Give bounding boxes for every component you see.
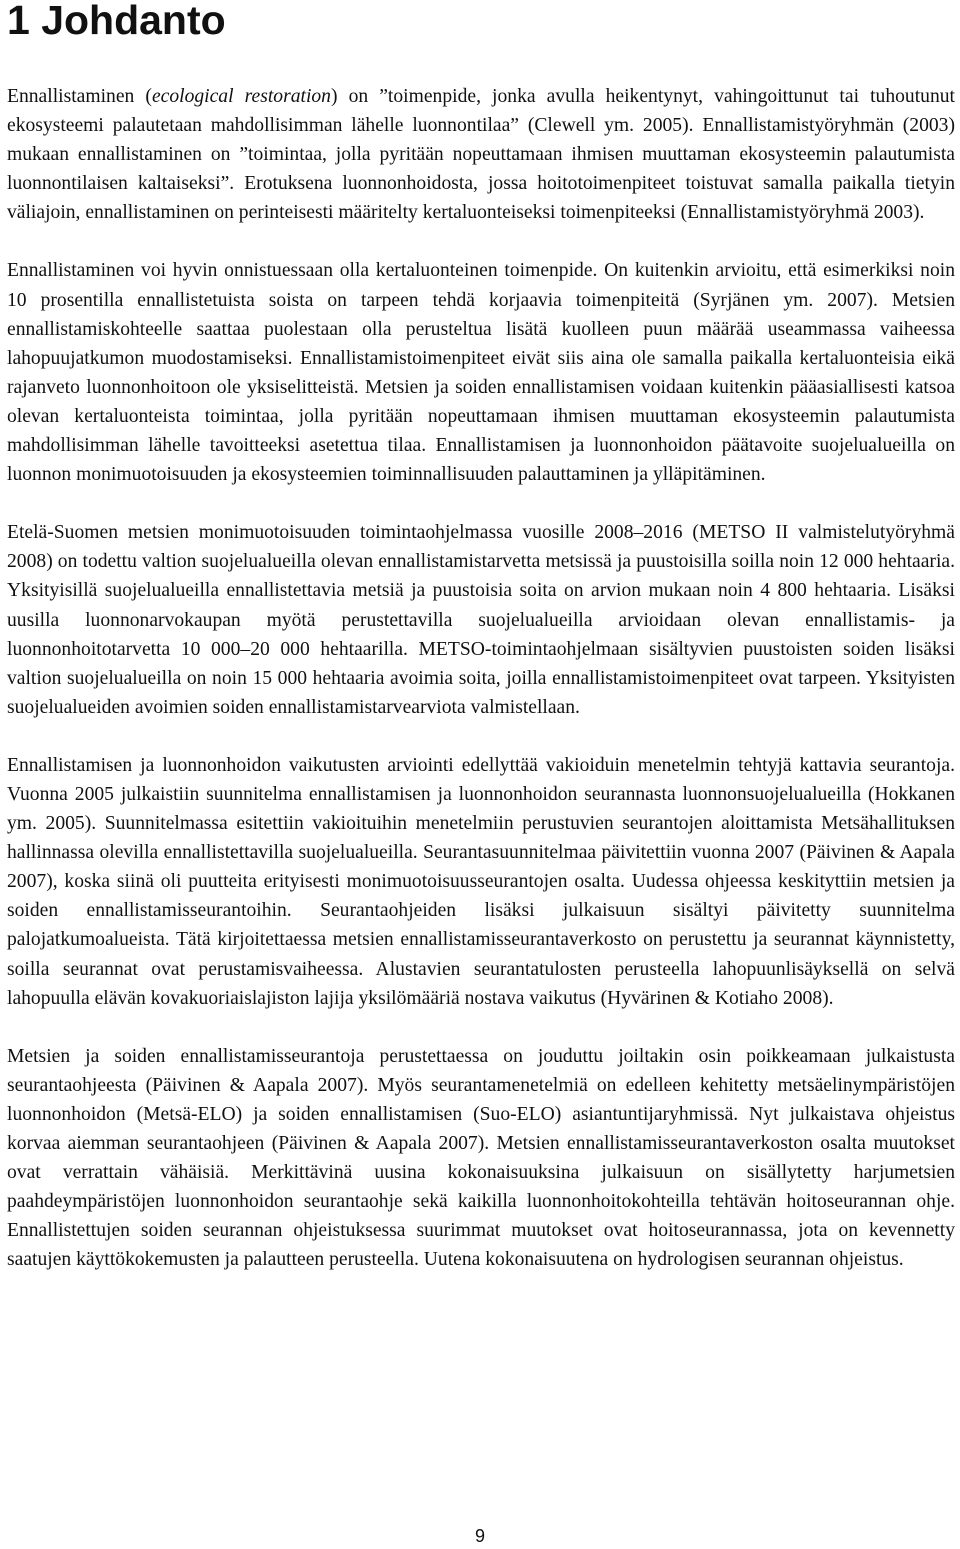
page-number: 9 xyxy=(474,1526,485,1546)
paragraph-1-start: Ennallistaminen ( xyxy=(7,86,152,107)
body-text xyxy=(7,82,955,1274)
paragraph-3: Etelä-Suomen metsien monimuotoisuuden toimintaohjelmassa vuosille 2008–2016 (METSO II valmistelutyöryhmä 2008) on todettu valtion suojelualueilla olevan ennallistamistarvetta metsissä ja puustoisilla soilla noin 12 000 hehtaaria. Yksityisillä suojelualueilla ennallistettavia metsiä ja puustoisia soita on arvion mukaan noin 4 800 hehtaaria. Lisäksi uusilla luonnonarvokaupan myötä perustettavilla suojelualueilla arvioidaan olevan ennallistamis- ja luonnonhoitotarvetta 10 000–20 000 hehtaarilla. METSO-toimintaohjelmaan sisältyvien puustoisten soiden lisäksi valtion suojelualueilla on noin 15 000 hehtaaria avoimia soita, joilla ennallistamistoimenpiteet ovat tarpeen. Yksityisten suojelualueiden avoimien soiden ennallistamistarvearviota valmistellaan. xyxy=(7,522,955,718)
paragraph-1 xyxy=(7,82,955,227)
paragraph-1-italic-term: ecological restoration xyxy=(151,86,331,107)
paragraph-1-rest: ) on ”toimenpide, jonka avulla heikentynyt, vahingoittunut tai tuhoutunut ekosysteemi palautetaan mahdollisimman lähelle luonnontilaa” (Clewell ym. 2005). Ennallistamistyöryhmän (2003) mukaan ennallistaminen on ”toimintaa, jolla pyritään nopeuttamaan ihmisen muuttaman ekosysteemin palautumista luonnontilaisen kaltaiseksi”. Erotuksena luonnonhoidosta, jossa hoitotoimenpiteet toistuvat samalla paikalla tietyin väliajoin, ennallistaminen on perinteisesti määritelty kertaluonteiseksi toimenpiteeksi (Ennallistamistyöryhmä 2003). xyxy=(7,86,955,224)
paragraph-5: Metsien ja soiden ennallistamisseurantoja perustettaessa on jouduttu joiltakin osin poikkeamaan julkaistusta seurantaohjeesta (Päivinen & Aapala 2007). Myös seurantamenetelmiä on edelleen kehitetty metsäelinympäristöjen luonnonhoidon (Metsä-ELO) ja soiden ennallistamisen (Suo-ELO) asiantuntijaryhmissä. Nyt julkaistava ohjeistus korvaa aiemman seurantaohjeen (Päivinen & Aapala 2007). Metsien ennallistamisseurantaverkoston osalta muutokset ovat verrattain vähäisiä. Merkittävinä uusina kokonaisuuksina julkaisuun on sisällytetty harjumetsien paahdeympäristöjen luonnonhoidon seurantaohje sekä kaikilla luonnonhoitokohteilla tehtävän hoitoseurannan ohje. Ennallistettujen soiden seurannan ohjeistuksessa suurimmat muutokset ovat hoitoseurannassa, jota on kevennetty saatujen käyttökokemusten ja palautteen perusteella. Uutena kokonaisuutena on hydrologisen seurannan ohjeistus. xyxy=(7,1045,955,1271)
paragraph-2: Ennallistaminen voi hyvin onnistuessaan olla kertaluonteinen toimenpide. On kuitenkin arvioitu, että esimerkiksi noin 10 prosentilla ennallistetuista soista on tarpeen tehdä korjaavia toimenpiteitä (Syrjänen ym. 2007). Metsien ennallistamiskohteelle saattaa puolestaan olla perusteltua lisätä kuolleen puun määrää useammassa vaiheessa lahopuujatkumon muodostamiseksi. Ennallistamistoimenpiteet eivät siis aina ole samalla paikalla kertaluonteisia eikä rajanveto luonnonhoitoon ole yksiselitteistä. Metsien ja soiden ennallistamisen voidaan kuitenkin pääasiallisesti katsoa olevan kertaluonteista toimintaa, jolla pyritään nopeuttamaan ihmisen muuttaman ekosysteemin palautumista mahdollisimman lähelle tavoitteeksi asetettua tilaa. Ennallistamisen ja luonnonhoidon päätavoite suojelualueilla on luonnon monimuotoisuuden ja ekosysteemien toiminnallisuuden palauttaminen ja ylläpitäminen. xyxy=(7,260,955,486)
paragraph-4: Ennallistamisen ja luonnonhoidon vaikutusten arviointi edellyttää vakioiduin menetelmin tehtyjä kattavia seurantoja. Vuonna 2005 julkaistiin suunnitelma ennallistamisen ja luonnonhoidon seurannasta luonnonsuojelualueilla (Hokkanen ym. 2005). Suunnitelmassa esitettiin vakioituihin menetelmiin perustuvien seurantojen aloittamista Metsähallituksen hallinnassa olevilla ennallistettavilla suojelualueilla. Seurantasuunnitelmaa päivitettiin vuonna 2007 (Päivinen & Aapala 2007), koska siinä oli puutteita erityisesti monimuotoisuusseurantojen osalta. Uudessa ohjeessa keskityttiin metsien ja soiden ennallistamisseurantoihin. Seurantaohjeiden lisäksi julkaisuun sisältyi päivitetty suunnitelma palojatkumoalueista. Tätä kirjoitettaessa metsien ennallistamisseurantaverkosto on perustettu ja seurannat käynnistetty, soilla seurannat ovat perustamisvaiheessa. Alustavien seurantatulosten perusteella lahopuunlisäyksellä on selvä lahopuulla elävän kovakuoriaislajiston lajija yksilömääriä nostava vaikutus (Hyvärinen & Kotiaho 2008). xyxy=(7,754,955,1009)
chapter-heading: 1 Johdanto xyxy=(7,0,226,43)
